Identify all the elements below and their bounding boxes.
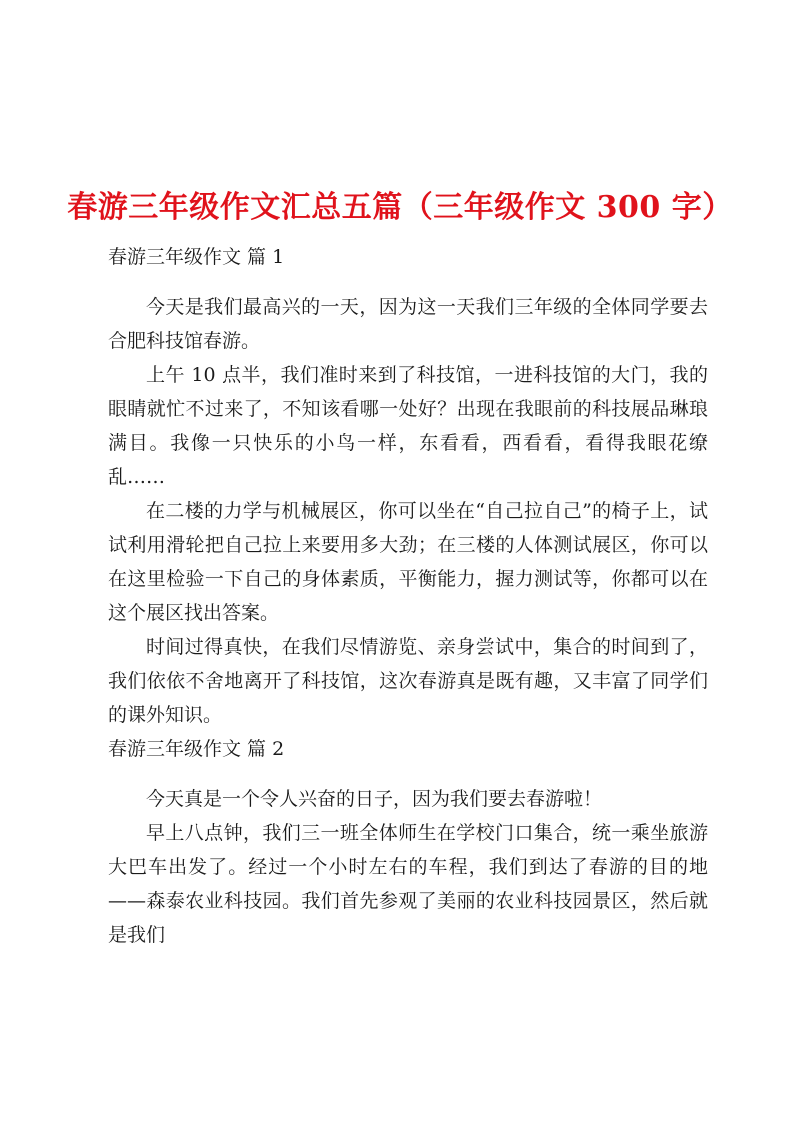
section-heading: 春游三年级作文 篇 2 (108, 738, 285, 760)
essay-section-2 (108, 732, 708, 952)
section-heading: 春游三年级作文 篇 1 (108, 246, 285, 268)
paragraph: 早上八点钟，我们三一班全体师生在学校门口集合，统一乘坐旅游大巴车出发了。经过一个小时左右的车程，我们到达了春游的目的地——森泰农业科技园。我们首先参观了美丽的农业科技园景区，然后就是我们 (108, 822, 708, 946)
paragraph: 今天是我们最高兴的一天，因为这一天我们三年级的全体同学要去合肥科技馆春游。 (108, 296, 708, 352)
paragraph: 上午 10 点半，我们准时来到了科技馆，一进科技馆的大门，我的眼睛就忙不过来了，不知该看哪一处好？出现在我眼前的科技展品琳琅满目。我像一只快乐的小鸟一样，东看看，西看看，看得我眼花缭乱…… (108, 364, 708, 488)
paragraph: 在二楼的力学与机械展区，你可以坐在“自己拉自己”的椅子上，试试利用滑轮把自己拉上来要用多大劲；在三楼的人体测试展区，你可以在这里检验一下自己的身体素质，平衡能力，握力测试等，你都可以在这个展区找出答案。 (108, 500, 708, 624)
paragraph: 时间过得真快，在我们尽情游览、亲身尝试中，集合的时间到了，我们依依不舍地离开了科技馆，这次春游真是既有趣，又丰富了同学们的课外知识。 (108, 636, 708, 726)
essay-section-1 (108, 240, 708, 732)
document-body (108, 240, 708, 952)
paragraph: 今天真是一个令人兴奋的日子，因为我们要去春游啦！ (146, 788, 603, 810)
document-title: 春游三年级作文汇总五篇（三年级作文 300 字） (67, 190, 733, 226)
